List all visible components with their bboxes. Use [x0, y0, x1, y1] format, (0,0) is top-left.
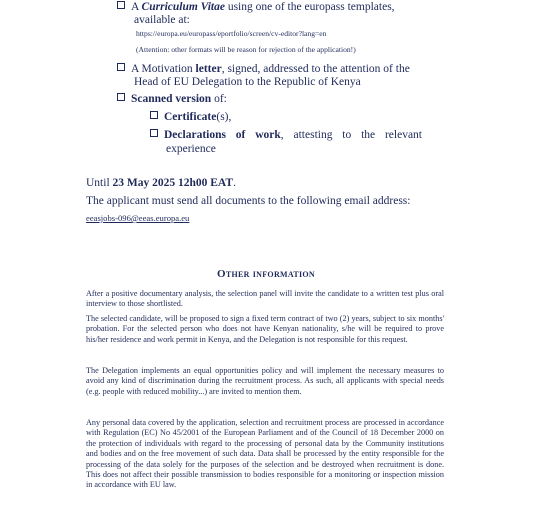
checklist-item-scanned	[117, 93, 227, 106]
certificate-emphasis: Certificate	[164, 111, 217, 123]
checkbox-icon[interactable]	[117, 93, 125, 101]
declarations-suffix: , attesting to the relevant	[280, 129, 423, 141]
scanned-suffix: of:	[211, 93, 227, 105]
sub-item-declarations	[150, 129, 422, 142]
cv-available-at: available at:	[134, 14, 190, 26]
letter-addressee: Head of EU Delegation to the Republic of Kenya	[134, 76, 361, 88]
paragraph-personal-data: Any personal data covered by the application, selection and recruitment process are processed in accordance with Regulation (EC) No 45/2001 of the European Parliament and of the Council of 18 December 2000 on the protection of individuals with regard to the processing of personal data by the Community institutions and bodies and on the free movement of such data. Data shall be processed by the entity responsible for the processing of the data solely for the purposes of the selection and be destroyed when recruitment is done. This does not affect their possible transmission to bodies responsible for a monitoring or inspection mission in accordance with EU law.	[86, 418, 444, 490]
letter-emphasis: letter	[195, 63, 222, 75]
certificate-suffix: (s),	[216, 111, 232, 123]
checkbox-icon[interactable]	[150, 111, 158, 119]
deadline-prefix: Until	[86, 177, 113, 189]
checklist-item-cv	[117, 1, 447, 14]
checklist-item-letter	[117, 63, 457, 76]
declarations-emphasis: Declarations of work	[164, 129, 281, 141]
deadline-date: 23 May 2025 12h00 EAT	[112, 177, 234, 189]
cv-emphasis: Curriculum Vitae	[141, 1, 225, 13]
sub-item-certificate	[150, 111, 231, 124]
cv-url[interactable]: https://europa.eu/europass/eportfolio/screen/cv-editor?lang=en	[136, 29, 327, 38]
send-instruction: The applicant must send all documents to the following email address:	[86, 195, 411, 207]
letter-prefix: A Motivation	[131, 63, 196, 75]
paragraph-contract: The selected candidate, will be proposed to sign a fixed term contract of two (2) years, subject to six months' probation. For the selected person who does not have Kenyan nationality, s/he will be required to prove his/her residence and work permit in Kenya, and the Delegation is not responsible for this request.	[86, 314, 444, 344]
letter-suffix: , signed, addressed to the attention of the	[221, 63, 410, 75]
checkbox-icon[interactable]	[117, 63, 125, 71]
paragraph-selection: After a positive documentary analysis, the selection panel will invite the candidate to a written test plus oral interview to those shortlisted.	[86, 289, 444, 309]
section-heading: Other information	[216, 268, 316, 280]
checkbox-icon[interactable]	[150, 129, 158, 137]
email-link[interactable]: eeasjobs-096@eeas.europa.eu	[86, 213, 190, 223]
deadline	[86, 177, 236, 190]
cv-attention-note: (Attention: other formats will be reason for rejection of the application!)	[136, 45, 356, 54]
checkbox-icon[interactable]	[117, 1, 125, 9]
declarations-continuation: experience	[166, 143, 216, 155]
cv-suffix: using one of the europass templates,	[224, 1, 395, 13]
deadline-suffix: .	[233, 177, 236, 189]
paragraph-equal-opportunities: The Delegation implements an equal opportunities policy and will implement the necessary measures to avoid any kind of discrimination during the recruitment process. As such, all applicants with special needs (e.g. people with reduced mobility...) are invited to mention them.	[86, 366, 444, 396]
scanned-emphasis: Scanned version	[131, 93, 212, 105]
cv-prefix: A	[131, 1, 142, 13]
